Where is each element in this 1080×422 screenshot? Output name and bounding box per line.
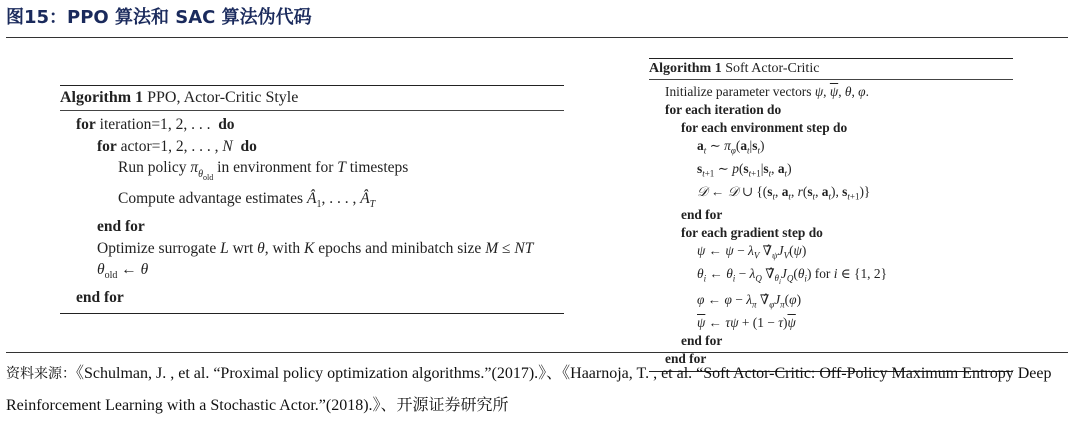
- ppo-top-rule: [60, 85, 564, 86]
- figure-title: 图15：PPO 算法和 SAC 算法伪代码: [6, 7, 312, 28]
- ppo-line-2-for: for: [97, 137, 117, 155]
- ppo-line-2: for actor=1, 2, . . . , N do: [97, 137, 257, 155]
- sac-line-12: $\overline{\psi}$ ← $\tau\psi + (1 - \tau)\overline{\psi}$: [697, 314, 796, 330]
- sac-line-8: [649, 224, 1013, 242]
- ppo-line-8: [60, 287, 564, 309]
- sac-line-3-kw: for each environment step do: [681, 120, 848, 136]
- ppo-line-6: Optimize surrogate L wrt θ, with K epochs and minibatch size M ≤ NT: [97, 239, 534, 257]
- ppo-line-3: Run policy $\pi_{\theta_{old}}$ in environment for T timesteps: [118, 159, 409, 182]
- sac-line-6: 𝒟 ← 𝒟 ∪ {($s_t$, $a_t$, $r(s_t$, $a_t$), $s_{t+1}$)}: [697, 183, 871, 202]
- sac-line-8-kw: for each gradient step do: [681, 224, 823, 240]
- sac-line-10: $\theta_i$ ← $\theta_i - \lambda_Q$ $\nablâ_{\theta_i}J_Q(\theta_i)$ for i ∈ {1, 2}: [697, 265, 888, 286]
- ppo-line-5: [60, 216, 564, 238]
- ppo-line-8-end-for: end for: [76, 289, 124, 307]
- sac-line-13: [649, 332, 1013, 350]
- ppo-line-5-end-for: end for: [97, 218, 145, 235]
- sac-line-2: [649, 101, 1013, 119]
- sac-line-7: [649, 206, 1013, 224]
- sac-line-14-kw: end for: [665, 351, 707, 367]
- sac-line-3: [649, 119, 1013, 137]
- sac-line-13-kw: end for: [681, 332, 723, 348]
- ppo-header: [60, 88, 564, 108]
- source-label: 资料来源：: [6, 366, 76, 382]
- sac-algorithm-label: Algorithm 1: [649, 61, 722, 76]
- ppo-algorithm-label: Algorithm 1: [60, 89, 144, 106]
- top-rule: [6, 37, 1068, 38]
- sac-algorithm-title: Soft Actor-Critic: [725, 61, 820, 76]
- sac-line-7-kw: end for: [681, 206, 723, 222]
- sac-line-1: Initialize parameter vectors ψ, $\overline{\psi}$, θ, φ.: [665, 84, 869, 99]
- ppo-algorithm-title: PPO, Actor-Critic Style: [147, 89, 299, 106]
- sac-line-9: ψ ← $\psi - \lambda_V$ $\nablâ_\psi J_V(\psi)$: [697, 242, 807, 261]
- sac-algorithm-box: [649, 58, 1013, 372]
- source-note: [6, 358, 1068, 421]
- ppo-line-4: Compute advantage estimates $Â_1$, . . . , $Â_T$: [118, 190, 376, 211]
- sac-line-11: φ ← $\varphi - \lambda_\pi$ $\nablâ_\varphi J_\pi(\varphi)$: [697, 292, 802, 310]
- ppo-line-1: for iteration=1, 2, . . . do: [76, 116, 235, 133]
- sac-body: [649, 80, 1013, 371]
- ppo-line-1-for: for: [76, 116, 96, 133]
- bottom-rule: [6, 352, 1068, 353]
- ppo-line-7: $\theta_{old}$ ← θ: [97, 261, 149, 282]
- ppo-body: [60, 111, 564, 313]
- sac-header: [649, 60, 1013, 78]
- ppo-algorithm-box: [60, 85, 564, 314]
- ppo-bottom-rule: [60, 313, 564, 314]
- sac-line-4: $a_t$ ∼ $\pi_\varphi(a_t|s_t)$: [697, 138, 765, 156]
- ppo-line-1-do: do: [218, 116, 235, 133]
- sac-line-5: $s_{t+1}$ ∼ $p(s_{t+1}|s_t$, $a_t$): [697, 161, 792, 179]
- sac-line-2-kw: for each iteration do: [665, 102, 782, 118]
- ppo-line-2-do: do: [240, 137, 257, 155]
- source-text: 《Schulman, J. , et al. “Proximal policy optimization algorithms.”(2017).》、《Haarnoja, T. , et al. “Soft Actor-Critic: Off-Policy Maximum Entropy Deep Reinforcement Learning with a Stochastic Actor.”(2018).》、开源证券研究所: [6, 365, 1052, 414]
- sac-top-rule: [649, 58, 1013, 59]
